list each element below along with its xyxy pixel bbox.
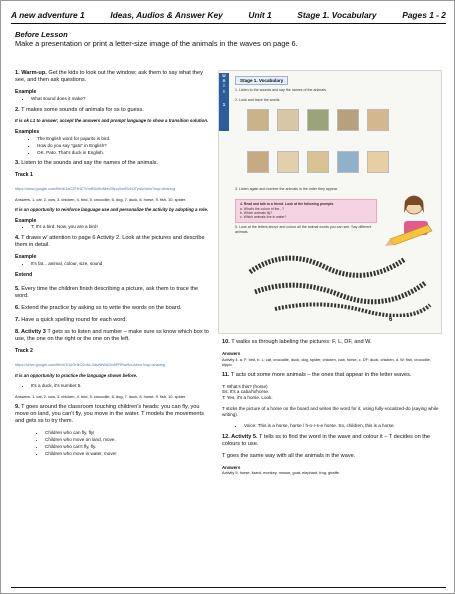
answers-label: Answers bbox=[222, 350, 241, 356]
example-item: • T: It's a bird. Now, you are a bird! bbox=[31, 224, 213, 230]
step-5: 5. Every time the children finish describing a picture, ask them to trace the word. bbox=[15, 286, 199, 300]
extend-heading: Extend bbox=[15, 271, 33, 278]
before-lesson-text: Make a presentation or print a letter-size image of the animals in the waves on page 6. bbox=[15, 39, 298, 48]
book-instruction-5: 5. Look at the letters above and colour all the animal words you can see. Say different animals. bbox=[235, 225, 372, 234]
footer-divider bbox=[11, 587, 446, 588]
unit-tab: U n i t 1 bbox=[219, 73, 229, 131]
example-item: • How do you say “gato” in English? bbox=[37, 143, 213, 149]
section-title: Ideas, Audios & Answer Key bbox=[110, 10, 223, 20]
step-3: 3. Listen to the sounds and say the names of the animals. bbox=[15, 160, 159, 167]
animal-picture bbox=[307, 109, 329, 131]
example-item: • It's a duck, it's number 5. bbox=[31, 383, 213, 389]
step-7: 7. Have a quick spelling round for each word. bbox=[15, 317, 127, 324]
step-9: 9. T goes around the classroom touching children's heads: you can fly, you move on land, you can't fly, you move in the water. T models the movements and gets ss to try them. bbox=[15, 404, 204, 425]
step-1: 1. Warm-up. Get the kids to look out the window; ask them to say what they see, and then ask questions. bbox=[15, 70, 203, 83]
header-divider-top bbox=[11, 23, 446, 24]
tip-text: It is an opportunity to reinforce language use and personalize the activity by adopting a role. bbox=[15, 206, 208, 212]
step-11-more: T sticks the picture of a horse on the board and writes the word for it, using fully-vocalized-do (saying while writing). bbox=[222, 406, 439, 418]
track-1-link[interactable]: https://www.google.com/file/d/1aCZFtHZ7VmRDd5uNbnJ9lpqXw9Sch0TyrAl/view?usp=sharing bbox=[15, 187, 175, 192]
tip-text: It is ok L1 to answer; accept the answers and prompt language to show a transition solution. bbox=[15, 118, 209, 124]
step-12: 12. Activity 5. T tells ss to find the word in the wave and colour it – T decides on the colours to use. bbox=[222, 433, 431, 447]
prompt-box: 4. Read and talk to a friend. Look at the following prompts a. What's the colour of the...? b. Which animals fly? c. Which animals live in water? bbox=[235, 199, 377, 223]
animal-picture bbox=[277, 151, 299, 173]
tip-text: It is an opportunity to practice the language shown before. bbox=[15, 372, 138, 378]
dialog-line: Ss: It's a cabal'o/horse. bbox=[222, 389, 270, 395]
animal-picture bbox=[307, 151, 329, 173]
answers-label: Answers bbox=[222, 464, 241, 470]
book-stage-title: Stage 1. Vocabulary bbox=[235, 76, 288, 85]
book-instruction-1: 1. Listen to the sounds and say the names of the animals. bbox=[235, 88, 327, 92]
animal-picture bbox=[277, 109, 299, 131]
step-11: 11. T acts out some more animals – the ones that appear in the letter waves. bbox=[222, 371, 412, 378]
pages-label: Pages 1 - 2 bbox=[402, 10, 446, 20]
movement-item: • Children who move in water, move! bbox=[45, 451, 213, 457]
movement-item: • Children who can't fly, fly. bbox=[45, 444, 213, 450]
example-item: • What sound does it make? bbox=[31, 96, 213, 102]
dialog-line: T: What's this? (horse) bbox=[222, 383, 268, 389]
unit-label: Unit 1 bbox=[248, 10, 272, 20]
voice-example: • Voice: This is a horse, horse / h-o-r-s-e horse. So, children, this is a horse. bbox=[244, 423, 440, 429]
before-lesson-title: Before Lesson bbox=[15, 30, 68, 39]
dialog-line: T: Yes, it's a horse. Look. bbox=[222, 395, 273, 401]
step-12-more: T goes the same way with all the animals in the wave. bbox=[222, 452, 356, 459]
girl-on-pencil-illustration bbox=[384, 191, 434, 249]
page-header bbox=[11, 10, 446, 24]
example-label: Example bbox=[15, 217, 37, 224]
series-title: A new adventure 1 bbox=[11, 10, 85, 20]
step-8: 8. Activity 3 T gets ss to listen and number – make sure ss know which box to use, the one on the right or the one on the left. bbox=[15, 329, 209, 343]
animal-picture bbox=[337, 109, 359, 131]
animal-picture bbox=[247, 109, 269, 131]
example-item: • OK. Pato. That’s duck in English. bbox=[37, 150, 213, 156]
animal-picture bbox=[337, 151, 359, 173]
animal-picture bbox=[367, 109, 389, 131]
movement-item: • Children who can fly, fly! bbox=[45, 430, 213, 436]
book-page-image bbox=[218, 70, 442, 334]
example-label: Example bbox=[15, 254, 37, 261]
answers-1: Answers. 1. cat, 2. cow, 3. chicken, 4. bird, 5. crocodile, 6. dog, 7. duck, 8. horse, 9. fish, 10. spider. bbox=[15, 196, 187, 202]
stage-label: Stage 1. Vocabulary bbox=[297, 10, 377, 20]
animal-picture bbox=[247, 151, 269, 173]
answers-4: Activity 5. horse, lizard, monkey, mouse, goat, elephant, frog, giraffe. bbox=[222, 470, 340, 476]
example-label: Example bbox=[15, 88, 37, 95]
example-item: • It's fat... animal, colour, size, sound bbox=[31, 261, 213, 267]
answers-2: Answers. 1. cat, 2. cow, 3. chicken, 4. bird, 5. crocodile, 6. dog, 7. duck, 8. horse, 9. fish, 10. spider. bbox=[15, 394, 187, 400]
answers-3: Activity 4. a. F: bird, b. L: cat, crocodile, duck, dog, spider, chicken, cow, horse, c. DF: duck, chicken, d. W: fish, crocodile, hippo. bbox=[222, 356, 431, 367]
examples-label: Examples bbox=[15, 129, 40, 136]
step-6: 6. Extend the practice by asking ss to write the words on the board. bbox=[15, 305, 182, 312]
dialog-block bbox=[222, 384, 440, 402]
book-instruction-2: 2. Look and trace the words. bbox=[235, 98, 281, 102]
step-4: 4. T draws w' attention to page 6 Activity 2. Look at the pictures and describe them in detail. bbox=[15, 235, 205, 249]
book-page-number: 6 bbox=[389, 317, 393, 323]
track-1-label: Track 1 bbox=[15, 172, 33, 179]
step-2: 2. T makes some sounds of animals for ss to guess. bbox=[15, 106, 144, 113]
animal-picture bbox=[367, 151, 389, 173]
track-2-label: Track 2 bbox=[15, 348, 33, 355]
example-item: • The English word for pajarito is bird. bbox=[37, 136, 213, 142]
right-column bbox=[222, 339, 440, 480]
left-column bbox=[15, 70, 213, 462]
track-2-link[interactable]: https://drive.google.com/file/d/1hUGrIkO2nNL3dsWfWA0mftPRRwHuu/view?usp=sharing bbox=[15, 362, 166, 367]
movement-item: • Children who move on land, move. bbox=[45, 437, 213, 443]
letter-waves-illustration bbox=[245, 247, 435, 317]
book-instruction-3: 3. Listen again and number the animals in the order they appear. bbox=[235, 187, 338, 191]
step-10: 10. T walks ss through labeling the pictures: F, L, DF, and W. bbox=[222, 339, 372, 345]
